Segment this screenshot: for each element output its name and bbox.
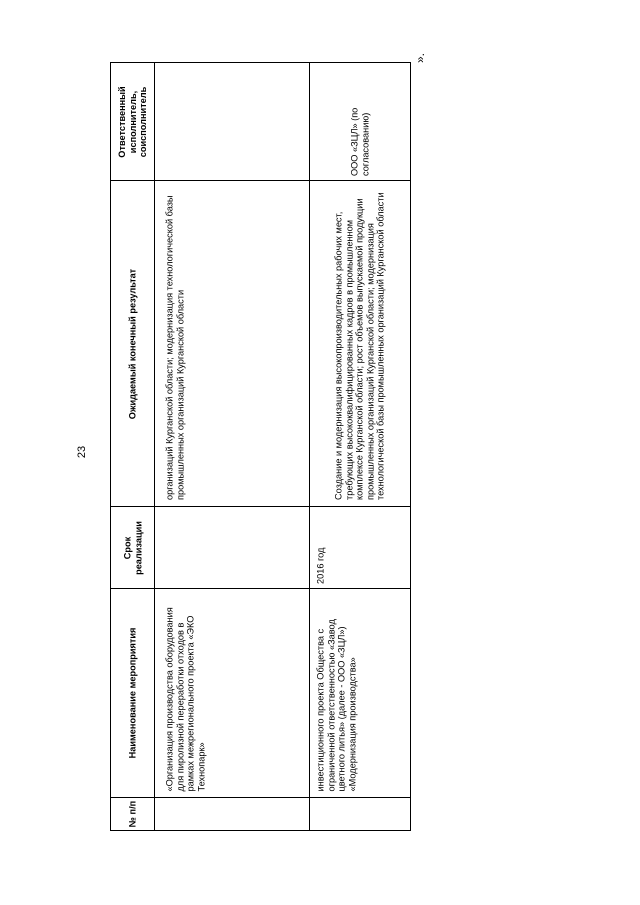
cell-responsible-row2 [310,63,411,181]
name-row2: инвестиционного проекта Общества с ограниченной ответственностью «Завод цветного литья» (далее - ООО «ЗЦЛ») «Модернизация производства» [315,619,358,792]
closing-quote: ». [413,53,427,64]
header-cell-term [111,507,155,589]
measures-table [110,62,411,831]
table-row-term [111,507,411,589]
header-cell-result [111,181,155,507]
num-row2 [358,799,362,829]
header-cell-name [111,589,155,798]
table-row-responsible [111,63,411,181]
header-term: Срок реализации [121,520,143,575]
cell-responsible-row1 [155,63,310,181]
term-row2: 2016 год [315,547,326,584]
header-cell-num [111,798,155,831]
cell-term-row2 [310,507,411,589]
table-row-result [111,181,411,507]
cell-name-row2 [310,589,411,798]
cell-name-row1 [155,589,310,798]
cell-num-row1 [155,798,310,831]
cell-term-row1 [155,507,310,589]
header-cell-responsible [111,63,155,181]
header-num: № п/п [127,800,138,828]
header-result: Ожидаемый конечный результат [127,268,138,419]
result-row1: организаций Курганской области; модернизация технологической базы промышленных организаций Курганской области [164,194,186,500]
cell-num-row2 [310,798,411,831]
page-number: 23 [76,445,88,459]
header-name: Наименование мероприятия [127,627,138,759]
num-row1 [230,799,234,829]
header-responsible: Ответственный исполнитель, соисполнитель [116,85,148,158]
cell-result-row2 [310,181,411,507]
responsible-row2: ООО «ЗЦЛ» (по согласованию) [349,107,370,176]
table-row-name [111,589,411,798]
cell-result-row1 [155,181,310,507]
name-row1: «Организация производства оборудования для пиролизной переработки отходов в рамках межрегионального проекта «ЭКО Технопарк» [164,607,207,792]
table-row-num [111,798,411,831]
result-row2: Создание и модернизация высокопроизводительных рабочих мест, требующих высококвалифицированных кадров в промышленном комплексе Курганской области; рост объемов выпускаемой продукции промышленных организаций Курганской области; модернизация технологической базы промышленных организаций Курганской области [333,191,386,500]
